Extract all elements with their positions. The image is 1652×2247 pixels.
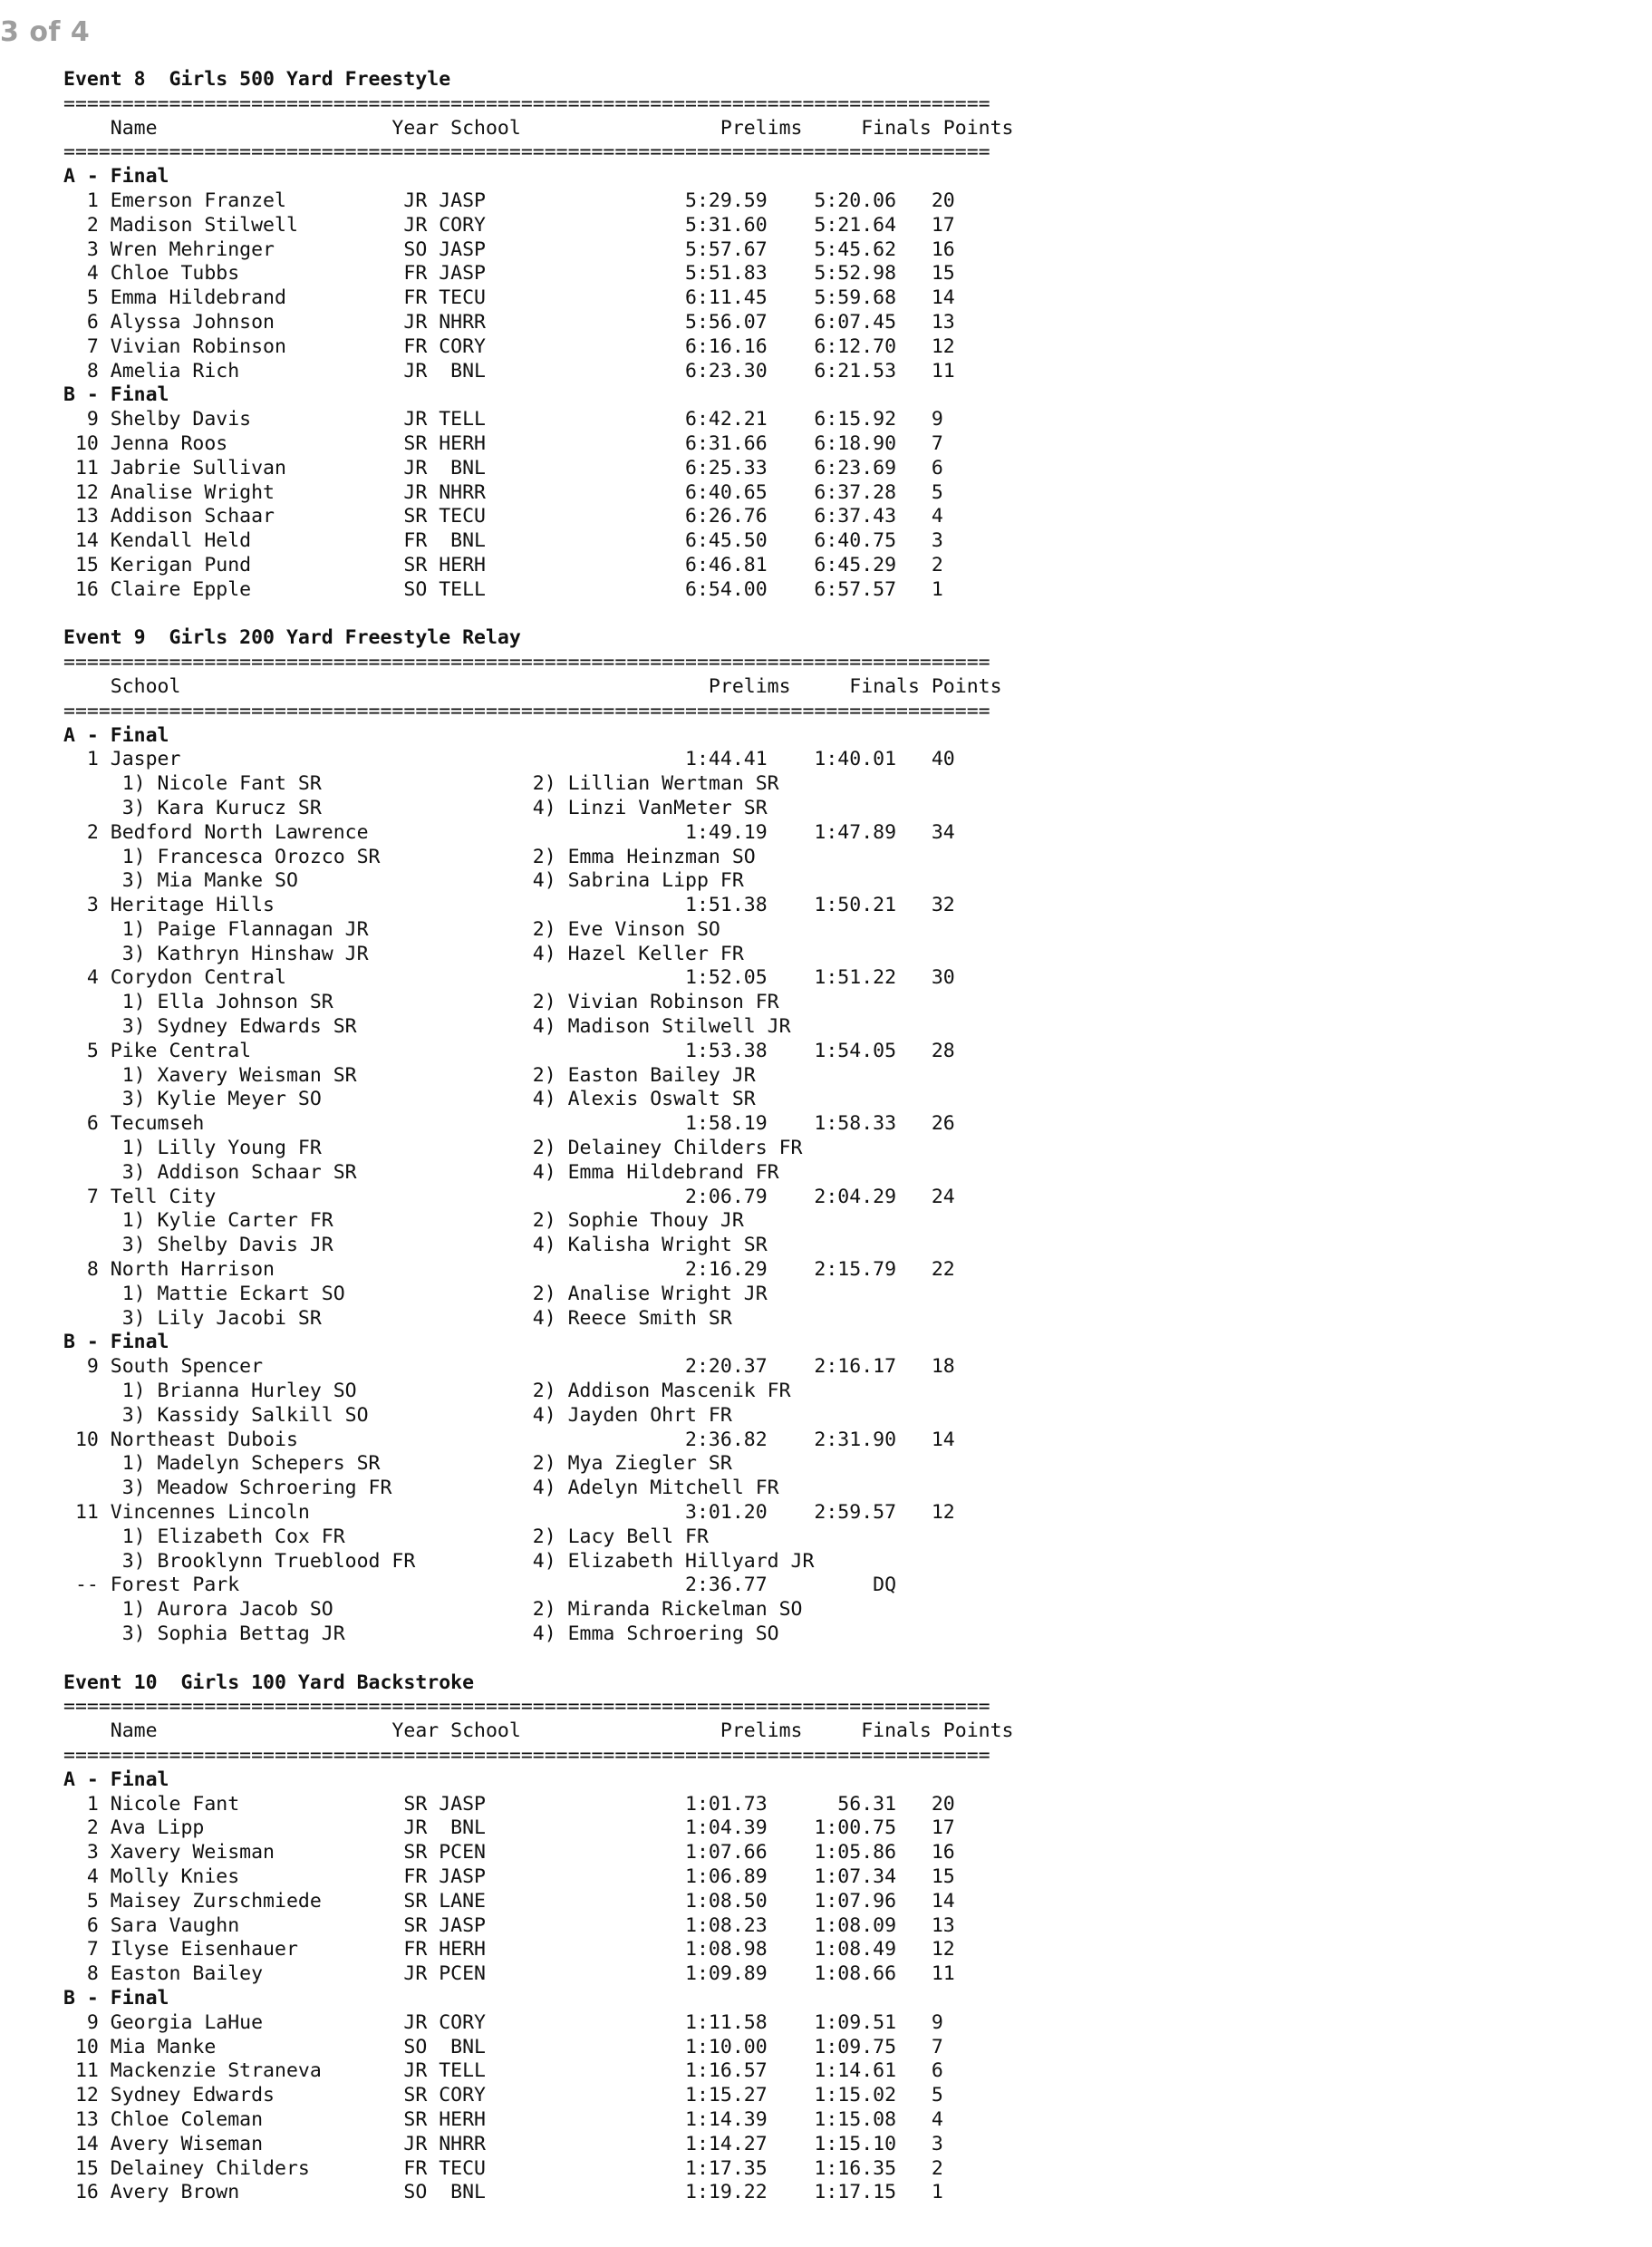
relay-team-row: 7 Tell City 2:06.79 2:04.29 24	[63, 1185, 955, 1208]
relay-swimmers-row: 1) Nicole Fant SR 2) Lillian Wertman SR	[63, 772, 779, 796]
table-row: 14 Kendall Held FR BNL 6:45.50 6:40.75 3	[63, 529, 943, 553]
relay-team-row: 8 North Harrison 2:16.29 2:15.79 22	[63, 1258, 955, 1282]
relay-team-row: 5 Pike Central 1:53.38 1:54.05 28	[63, 1039, 955, 1062]
relay-swimmers-row: 3) Brooklynn Trueblood FR 4) Elizabeth Hillyard JR	[63, 1549, 815, 1573]
relay-swimmers-row: 1) Kylie Carter FR 2) Sophie Thouy JR	[63, 1209, 744, 1233]
spacer	[63, 1647, 1013, 1671]
relay-swimmers-row: 1) Aurora Jacob SO 2) Miranda Rickelman SO	[63, 1598, 803, 1622]
table-row: 4 Chloe Tubbs FR JASP 5:51.83 5:52.98 15	[63, 262, 955, 286]
page-counter: 3 of 4	[0, 16, 91, 48]
separator-line: ===============================================================================	[63, 1695, 990, 1719]
separator-line: ===============================================================================	[63, 92, 990, 115]
section-label: A - Final	[63, 723, 169, 747]
relay-swimmers-row: 1) Elizabeth Cox FR 2) Lacy Bell FR	[63, 1525, 709, 1548]
relay-team-row: 6 Tecumseh 1:58.19 1:58.33 26	[63, 1112, 955, 1136]
column-header: Name Year School Prelims Finals Points	[63, 1719, 1014, 1743]
relay-swimmers-row: 1) Xavery Weisman SR 2) Easton Bailey JR	[63, 1063, 756, 1087]
table-row: 2 Ava Lipp JR BNL 1:04.39 1:00.75 17	[63, 1816, 955, 1840]
relay-swimmers-row: 3) Meadow Schroering FR 4) Adelyn Mitchell FR	[63, 1477, 779, 1500]
table-row: 15 Delainey Childers FR TECU 1:17.35 1:16.35 2	[63, 2156, 943, 2180]
table-row: 11 Mackenzie Straneva JR TELL 1:16.57 1:14.61 6	[63, 2059, 943, 2083]
relay-team-row: -- Forest Park 2:36.77 DQ	[63, 1574, 897, 1597]
section-label: B - Final	[63, 383, 169, 407]
relay-team-row: 11 Vincennes Lincoln 3:01.20 2:59.57 12	[63, 1501, 955, 1525]
table-row: 16 Claire Epple SO TELL 6:54.00 6:57.57 1	[63, 577, 943, 601]
separator-line: ===============================================================================	[63, 699, 990, 722]
separator-line: ===============================================================================	[63, 651, 990, 674]
table-row: 16 Avery Brown SO BNL 1:19.22 1:17.15 1	[63, 2181, 943, 2204]
table-row: 12 Analise Wright JR NHRR 6:40.65 6:37.28 5	[63, 480, 943, 504]
table-row: 9 Shelby Davis JR TELL 6:42.21 6:15.92 9	[63, 408, 943, 431]
meet-results-document	[63, 68, 1013, 2205]
table-row: 13 Chloe Coleman SR HERH 1:14.39 1:15.08 4	[63, 2107, 943, 2131]
relay-swimmers-row: 3) Addison Schaar SR 4) Emma Hildebrand FR	[63, 1160, 779, 1184]
table-row: 12 Sydney Edwards SR CORY 1:15.27 1:15.02 5	[63, 2084, 943, 2107]
spacer	[63, 603, 1013, 627]
table-row: 6 Sara Vaughn SR JASP 1:08.23 1:08.09 13	[63, 1913, 955, 1937]
table-row: 15 Kerigan Pund SR HERH 6:46.81 6:45.29 2	[63, 553, 943, 576]
table-row: 6 Alyssa Johnson JR NHRR 5:56.07 6:07.45 13	[63, 310, 955, 334]
table-row: 3 Wren Mehringer SO JASP 5:57.67 5:45.62 16	[63, 237, 955, 261]
relay-team-row: 9 South Spencer 2:20.37 2:16.17 18	[63, 1355, 955, 1379]
table-row: 5 Emma Hildebrand FR TECU 6:11.45 5:59.68 14	[63, 286, 955, 310]
table-row: 8 Amelia Rich JR BNL 6:23.30 6:21.53 11	[63, 359, 955, 383]
relay-team-row: 4 Corydon Central 1:52.05 1:51.22 30	[63, 966, 955, 990]
table-row: 1 Emerson Franzel JR JASP 5:29.59 5:20.06 20	[63, 189, 955, 212]
relay-team-row: 1 Jasper 1:44.41 1:40.01 40	[63, 748, 955, 771]
table-row: 11 Jabrie Sullivan JR BNL 6:25.33 6:23.69 6	[63, 456, 943, 479]
column-header: Name Year School Prelims Finals Points	[63, 116, 1014, 140]
table-row: 3 Xavery Weisman SR PCEN 1:07.66 1:05.86 16	[63, 1841, 955, 1864]
table-row: 8 Easton Bailey JR PCEN 1:09.89 1:08.66 11	[63, 1962, 955, 1986]
relay-swimmers-row: 1) Paige Flannagan JR 2) Eve Vinson SO	[63, 917, 720, 941]
relay-swimmers-row: 1) Mattie Eckart SO 2) Analise Wright JR	[63, 1282, 768, 1305]
relay-team-row: 2 Bedford North Lawrence 1:49.19 1:47.89 34	[63, 820, 955, 844]
relay-swimmers-row: 3) Mia Manke SO 4) Sabrina Lipp FR	[63, 869, 744, 893]
table-row: 14 Avery Wiseman JR NHRR 1:14.27 1:15.10 3	[63, 2132, 943, 2155]
table-row: 5 Maisey Zurschmiede SR LANE 1:08.50 1:07.96 14	[63, 1889, 955, 1913]
separator-line: ===============================================================================	[63, 1743, 990, 1767]
table-row: 7 Vivian Robinson FR CORY 6:16.16 6:12.70 12	[63, 334, 955, 358]
table-row: 10 Jenna Roos SR HERH 6:31.66 6:18.90 7	[63, 431, 943, 455]
separator-line: ===============================================================================	[63, 140, 990, 164]
relay-swimmers-row: 3) Kara Kurucz SR 4) Linzi VanMeter SR	[63, 796, 768, 819]
relay-swimmers-row: 1) Brianna Hurley SO 2) Addison Mascenik FR	[63, 1380, 791, 1403]
table-row: 1 Nicole Fant SR JASP 1:01.73 56.31 20	[63, 1792, 955, 1816]
table-row: 13 Addison Schaar SR TECU 6:26.76 6:37.43 4	[63, 505, 943, 528]
relay-swimmers-row: 1) Lilly Young FR 2) Delainey Childers FR	[63, 1137, 803, 1160]
table-row: 10 Mia Manke SO BNL 1:10.00 1:09.75 7	[63, 2035, 943, 2058]
event-title: Event 10 Girls 100 Yard Backstroke	[63, 1671, 475, 1694]
section-label: A - Final	[63, 1768, 169, 1791]
relay-swimmers-row: 1) Francesca Orozco SR 2) Emma Heinzman SO	[63, 845, 756, 868]
relay-swimmers-row: 3) Sophia Bettag JR 4) Emma Schroering SO	[63, 1622, 779, 1645]
section-label: B - Final	[63, 1986, 169, 2010]
event-title: Event 8 Girls 500 Yard Freestyle	[63, 68, 451, 91]
relay-swimmers-row: 1) Madelyn Schepers SR 2) Mya Ziegler SR	[63, 1452, 732, 1476]
table-row: 4 Molly Knies FR JASP 1:06.89 1:07.34 15	[63, 1864, 955, 1888]
column-header: School Prelims Finals Points	[63, 674, 1002, 698]
relay-swimmers-row: 3) Kassidy Salkill SO 4) Jayden Ohrt FR	[63, 1403, 732, 1427]
relay-swimmers-row: 3) Lily Jacobi SR 4) Reece Smith SR	[63, 1306, 732, 1330]
relay-team-row: 10 Northeast Dubois 2:36.82 2:31.90 14	[63, 1428, 955, 1451]
event-title: Event 9 Girls 200 Yard Freestyle Relay	[63, 626, 521, 650]
relay-swimmers-row: 3) Kathryn Hinshaw JR 4) Hazel Keller FR	[63, 942, 744, 965]
relay-swimmers-row: 3) Kylie Meyer SO 4) Alexis Oswalt SR	[63, 1088, 756, 1111]
relay-swimmers-row: 3) Sydney Edwards SR 4) Madison Stilwell JR	[63, 1015, 791, 1039]
section-label: A - Final	[63, 165, 169, 189]
table-row: 7 Ilyse Eisenhauer FR HERH 1:08.98 1:08.49 12	[63, 1938, 955, 1961]
relay-team-row: 3 Heritage Hills 1:51.38 1:50.21 32	[63, 894, 955, 917]
relay-swimmers-row: 3) Shelby Davis JR 4) Kalisha Wright SR	[63, 1234, 768, 1257]
table-row: 9 Georgia LaHue JR CORY 1:11.58 1:09.51 9	[63, 2010, 943, 2034]
relay-swimmers-row: 1) Ella Johnson SR 2) Vivian Robinson FR	[63, 991, 779, 1014]
table-row: 2 Madison Stilwell JR CORY 5:31.60 5:21.64 17	[63, 213, 955, 237]
section-label: B - Final	[63, 1331, 169, 1354]
